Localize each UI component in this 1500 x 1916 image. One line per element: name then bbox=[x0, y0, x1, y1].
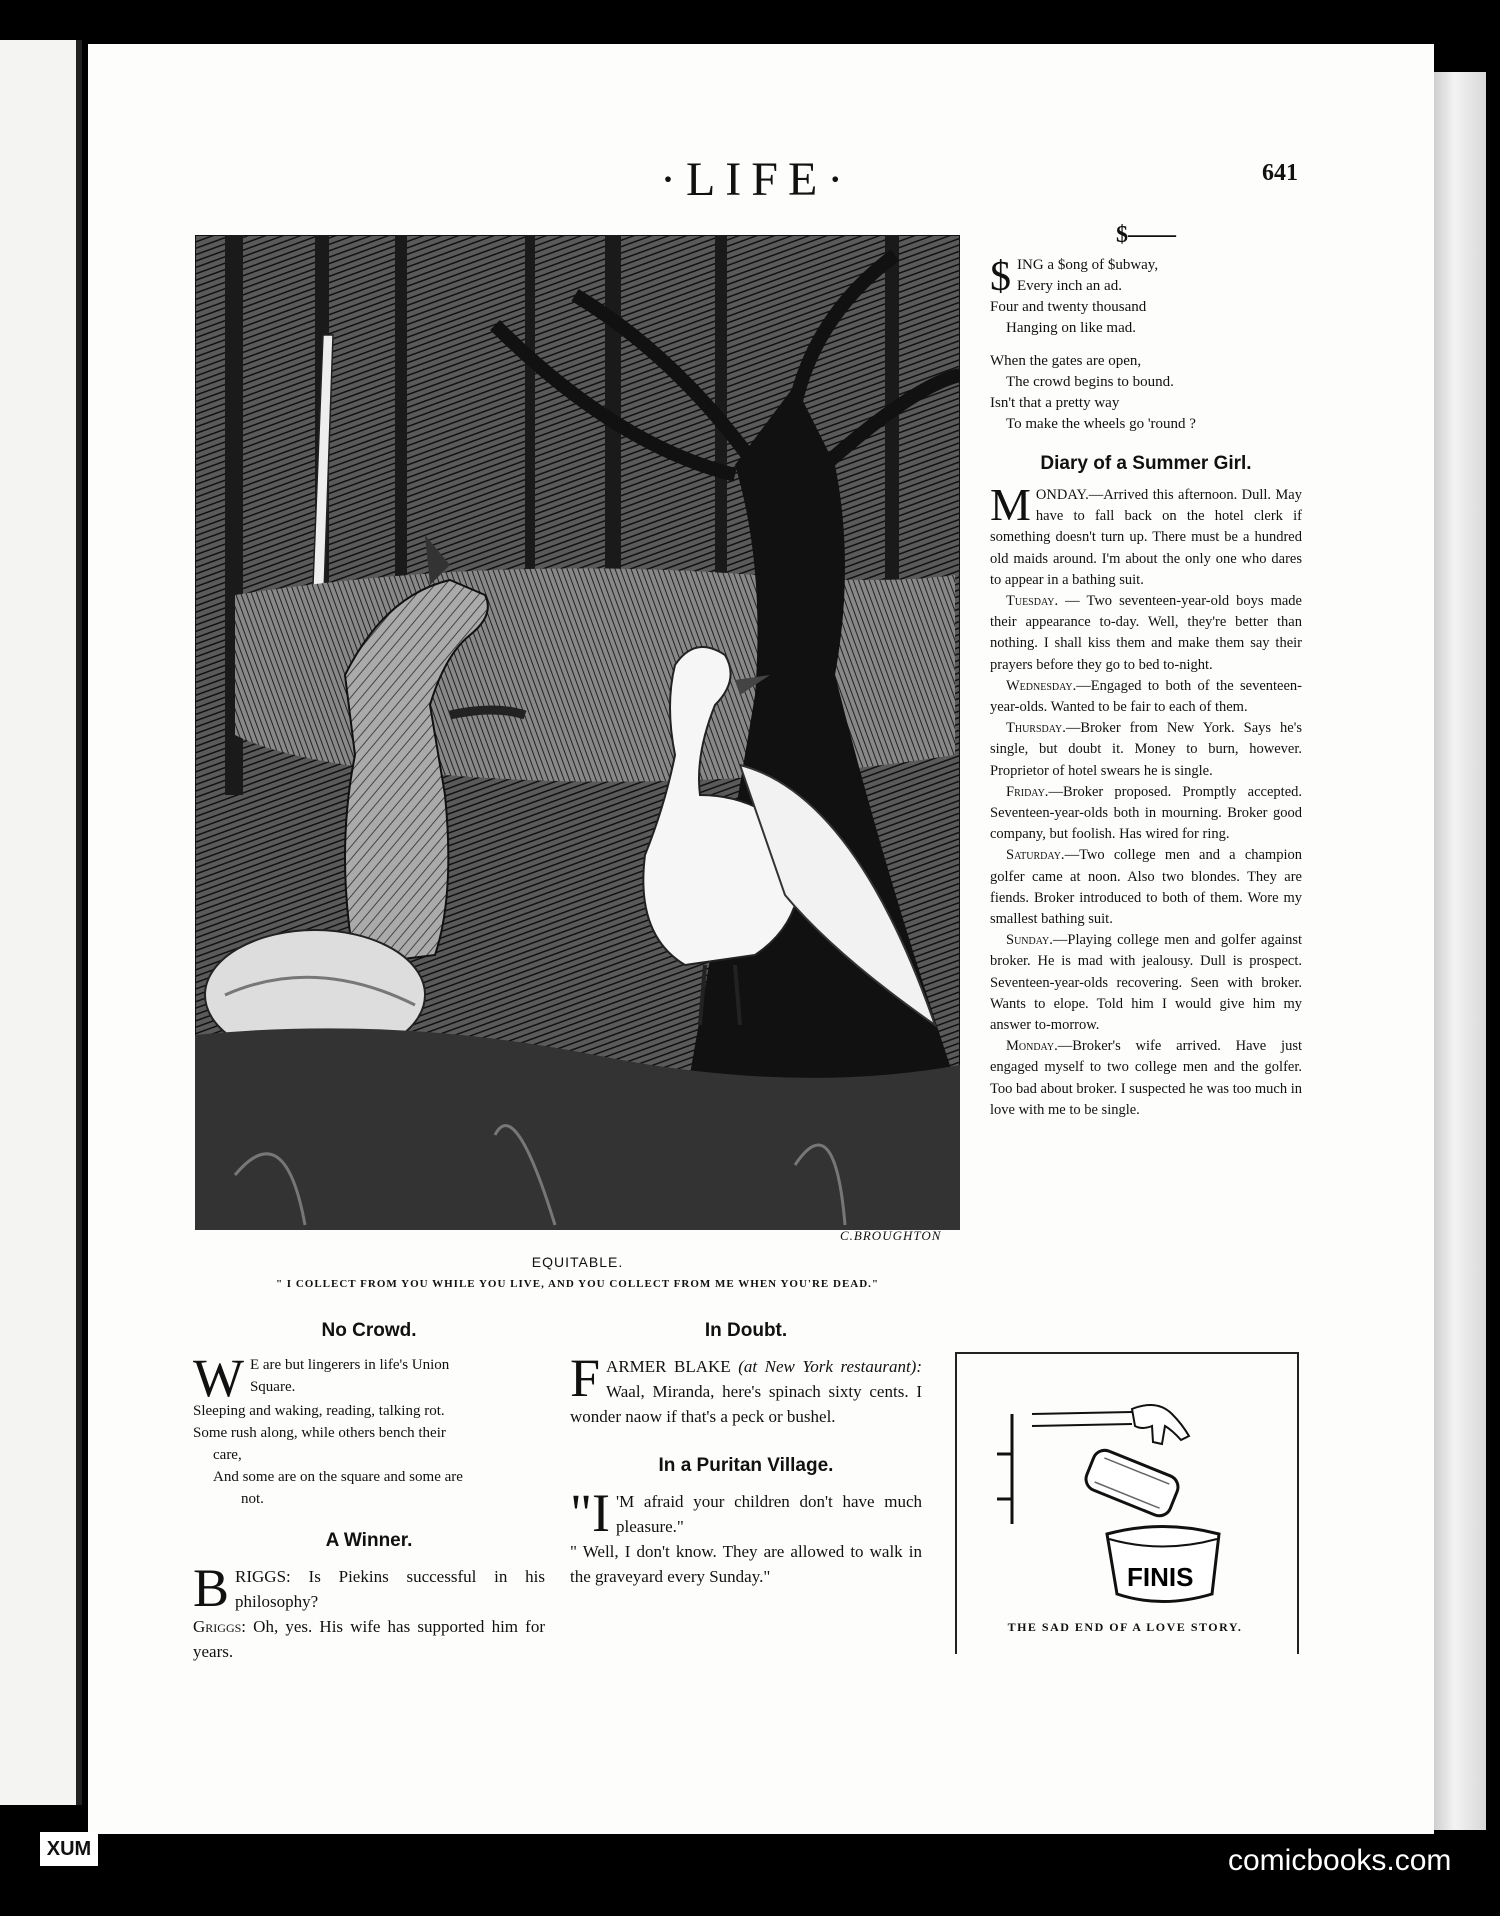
poem-line: Sleeping and waking, reading, talking rot. bbox=[193, 1403, 445, 1419]
diary-article bbox=[990, 479, 1302, 1121]
dropcap: B bbox=[193, 1558, 230, 1618]
diary-entry: Thursday.—Broker from New York. Says he's single, but doubt it. Money to burn, however. Proprietor of hotel swears he is single. bbox=[990, 720, 1302, 779]
dropcap: M bbox=[990, 479, 1031, 530]
page-number: 641 bbox=[1262, 160, 1298, 186]
right-column bbox=[990, 222, 1302, 1121]
diary-entry: Friday.—Broker proposed. Promptly accepted. Seventeen-year-olds both in mourning. Broker good company, but foolish. Has wired for ring. bbox=[990, 783, 1302, 843]
dialogue-line: BRIGGS: Is Piekins successful in his philosophy? bbox=[193, 1558, 545, 1618]
poem-line: Isn't that a pretty way bbox=[990, 395, 1120, 411]
fox-and-goose-illustration bbox=[195, 235, 960, 1230]
puritan-village-text bbox=[570, 1483, 922, 1589]
artist-signature: C.BROUGHTON bbox=[840, 1228, 942, 1243]
no-crowd-poem bbox=[193, 1348, 545, 1510]
diary-entry: Saturday.—Two college men and a champion golfer came at noon. Also two blondes. They are fiends. Broker introduced to both of them. Wore my smallest bathing suit. bbox=[990, 847, 1302, 928]
archive-tag: XUM bbox=[40, 1832, 98, 1866]
love-story-cartoon bbox=[955, 1352, 1299, 1654]
puritan-village-title: In a Puritan Village. bbox=[658, 1455, 834, 1476]
a-winner-title: A Winner. bbox=[325, 1530, 413, 1551]
poem-line: Square. bbox=[249, 1379, 296, 1395]
source-watermark: comicbooks.com bbox=[1228, 1844, 1452, 1877]
poem-line: E are but lingerers in life's Union bbox=[249, 1357, 450, 1373]
diary-entry: MONDAY.—Arrived this afternoon. Dull. May have to fall back on the hotel clerk if something doesn't turn up. There must be a hundred old maids around. I'm about the only one who dares to appear in a bathing suit. bbox=[990, 479, 1302, 588]
poem-line: care, bbox=[213, 1447, 242, 1463]
poem-line: To make the wheels go 'round ? bbox=[1006, 416, 1196, 432]
poem-line: Every inch an ad. bbox=[1017, 278, 1122, 294]
page-edge-right bbox=[1434, 72, 1486, 1830]
diary-entry: Tuesday. — Two seventeen-year-old boys made their appearance to-day. Well, they're better than nothing. I shall kiss them and make them say their prayers before they go to bed to-night. bbox=[990, 593, 1302, 673]
poem-line: Hanging on like mad. bbox=[1006, 320, 1136, 336]
poem-line: Four and twenty thousand bbox=[990, 299, 1147, 315]
diary-entry: Wednesday.—Engaged to both of the seventeen-year-olds. Wanted to be fair to each of them. bbox=[990, 677, 1302, 716]
dropcap: W bbox=[193, 1348, 244, 1408]
a-winner-text bbox=[193, 1558, 545, 1664]
bottom-left-column bbox=[193, 1320, 545, 1664]
bottom-middle-column bbox=[570, 1320, 922, 1589]
illustration-caption-quote: " I COLLECT FROM YOU WHILE YOU LIVE, AND YOU COLLECT FROM ME WHEN YOU'RE DEAD." bbox=[275, 1278, 880, 1290]
dropcap: $ bbox=[990, 254, 1011, 300]
poem-line: The crowd begins to bound. bbox=[1006, 374, 1174, 390]
dropcap: F bbox=[570, 1348, 601, 1408]
subway-poem-title: $—— bbox=[1116, 222, 1176, 248]
diary-entry: Sunday.—Playing college men and golfer against broker. He is mad with jealousy. Dull is prospect. Seventeen-year-olds recovering. Seen with broker. Wants to elope. Told him I would give him my answer to-morrow. bbox=[990, 932, 1302, 1034]
poem-line: ING a $ong of $ubway, bbox=[1017, 257, 1159, 273]
masthead: ·LIFE· bbox=[660, 153, 854, 206]
no-crowd-title: No Crowd. bbox=[321, 1320, 417, 1341]
subway-poem bbox=[990, 255, 1302, 435]
previous-page-edge bbox=[0, 40, 82, 1805]
poem-line: Some rush along, while others bench their bbox=[193, 1425, 446, 1441]
illustration-caption-title: EQUITABLE. bbox=[531, 1254, 624, 1270]
cartoon-caption: THE SAD END OF A LOVE STORY. bbox=[1007, 1620, 1243, 1634]
diary-entry: Monday.—Broker's wife arrived. Have just engaged myself to two college men and the golfer. Too bad about broker. I suspected he was too much in love with me to be single. bbox=[990, 1038, 1302, 1118]
in-doubt-title: In Doubt. bbox=[704, 1320, 788, 1341]
in-doubt-text: FARMER BLAKE (at New York restaurant): Waal, Miranda, here's spinach sixty cents. I wonder naow if that's a peck or bushel. bbox=[570, 1348, 923, 1426]
poem-line: And some are on the square and some are bbox=[213, 1469, 463, 1485]
finis-label: FINIS bbox=[1127, 1562, 1194, 1592]
dialogue-line: "I 'M afraid your children don't have much pleasure." bbox=[570, 1483, 922, 1543]
diary-title: Diary of a Summer Girl. bbox=[1040, 453, 1252, 474]
poem-line: When the gates are open, bbox=[990, 353, 1142, 369]
dialogue-line: " Well, I don't know. They are allowed to walk in the graveyard every Sunday." bbox=[570, 1542, 922, 1586]
dropcap: "I bbox=[570, 1483, 611, 1543]
poem-line: not. bbox=[241, 1491, 264, 1507]
dialogue-line: Griggs: Oh, yes. His wife has supported him for years. bbox=[193, 1617, 545, 1661]
